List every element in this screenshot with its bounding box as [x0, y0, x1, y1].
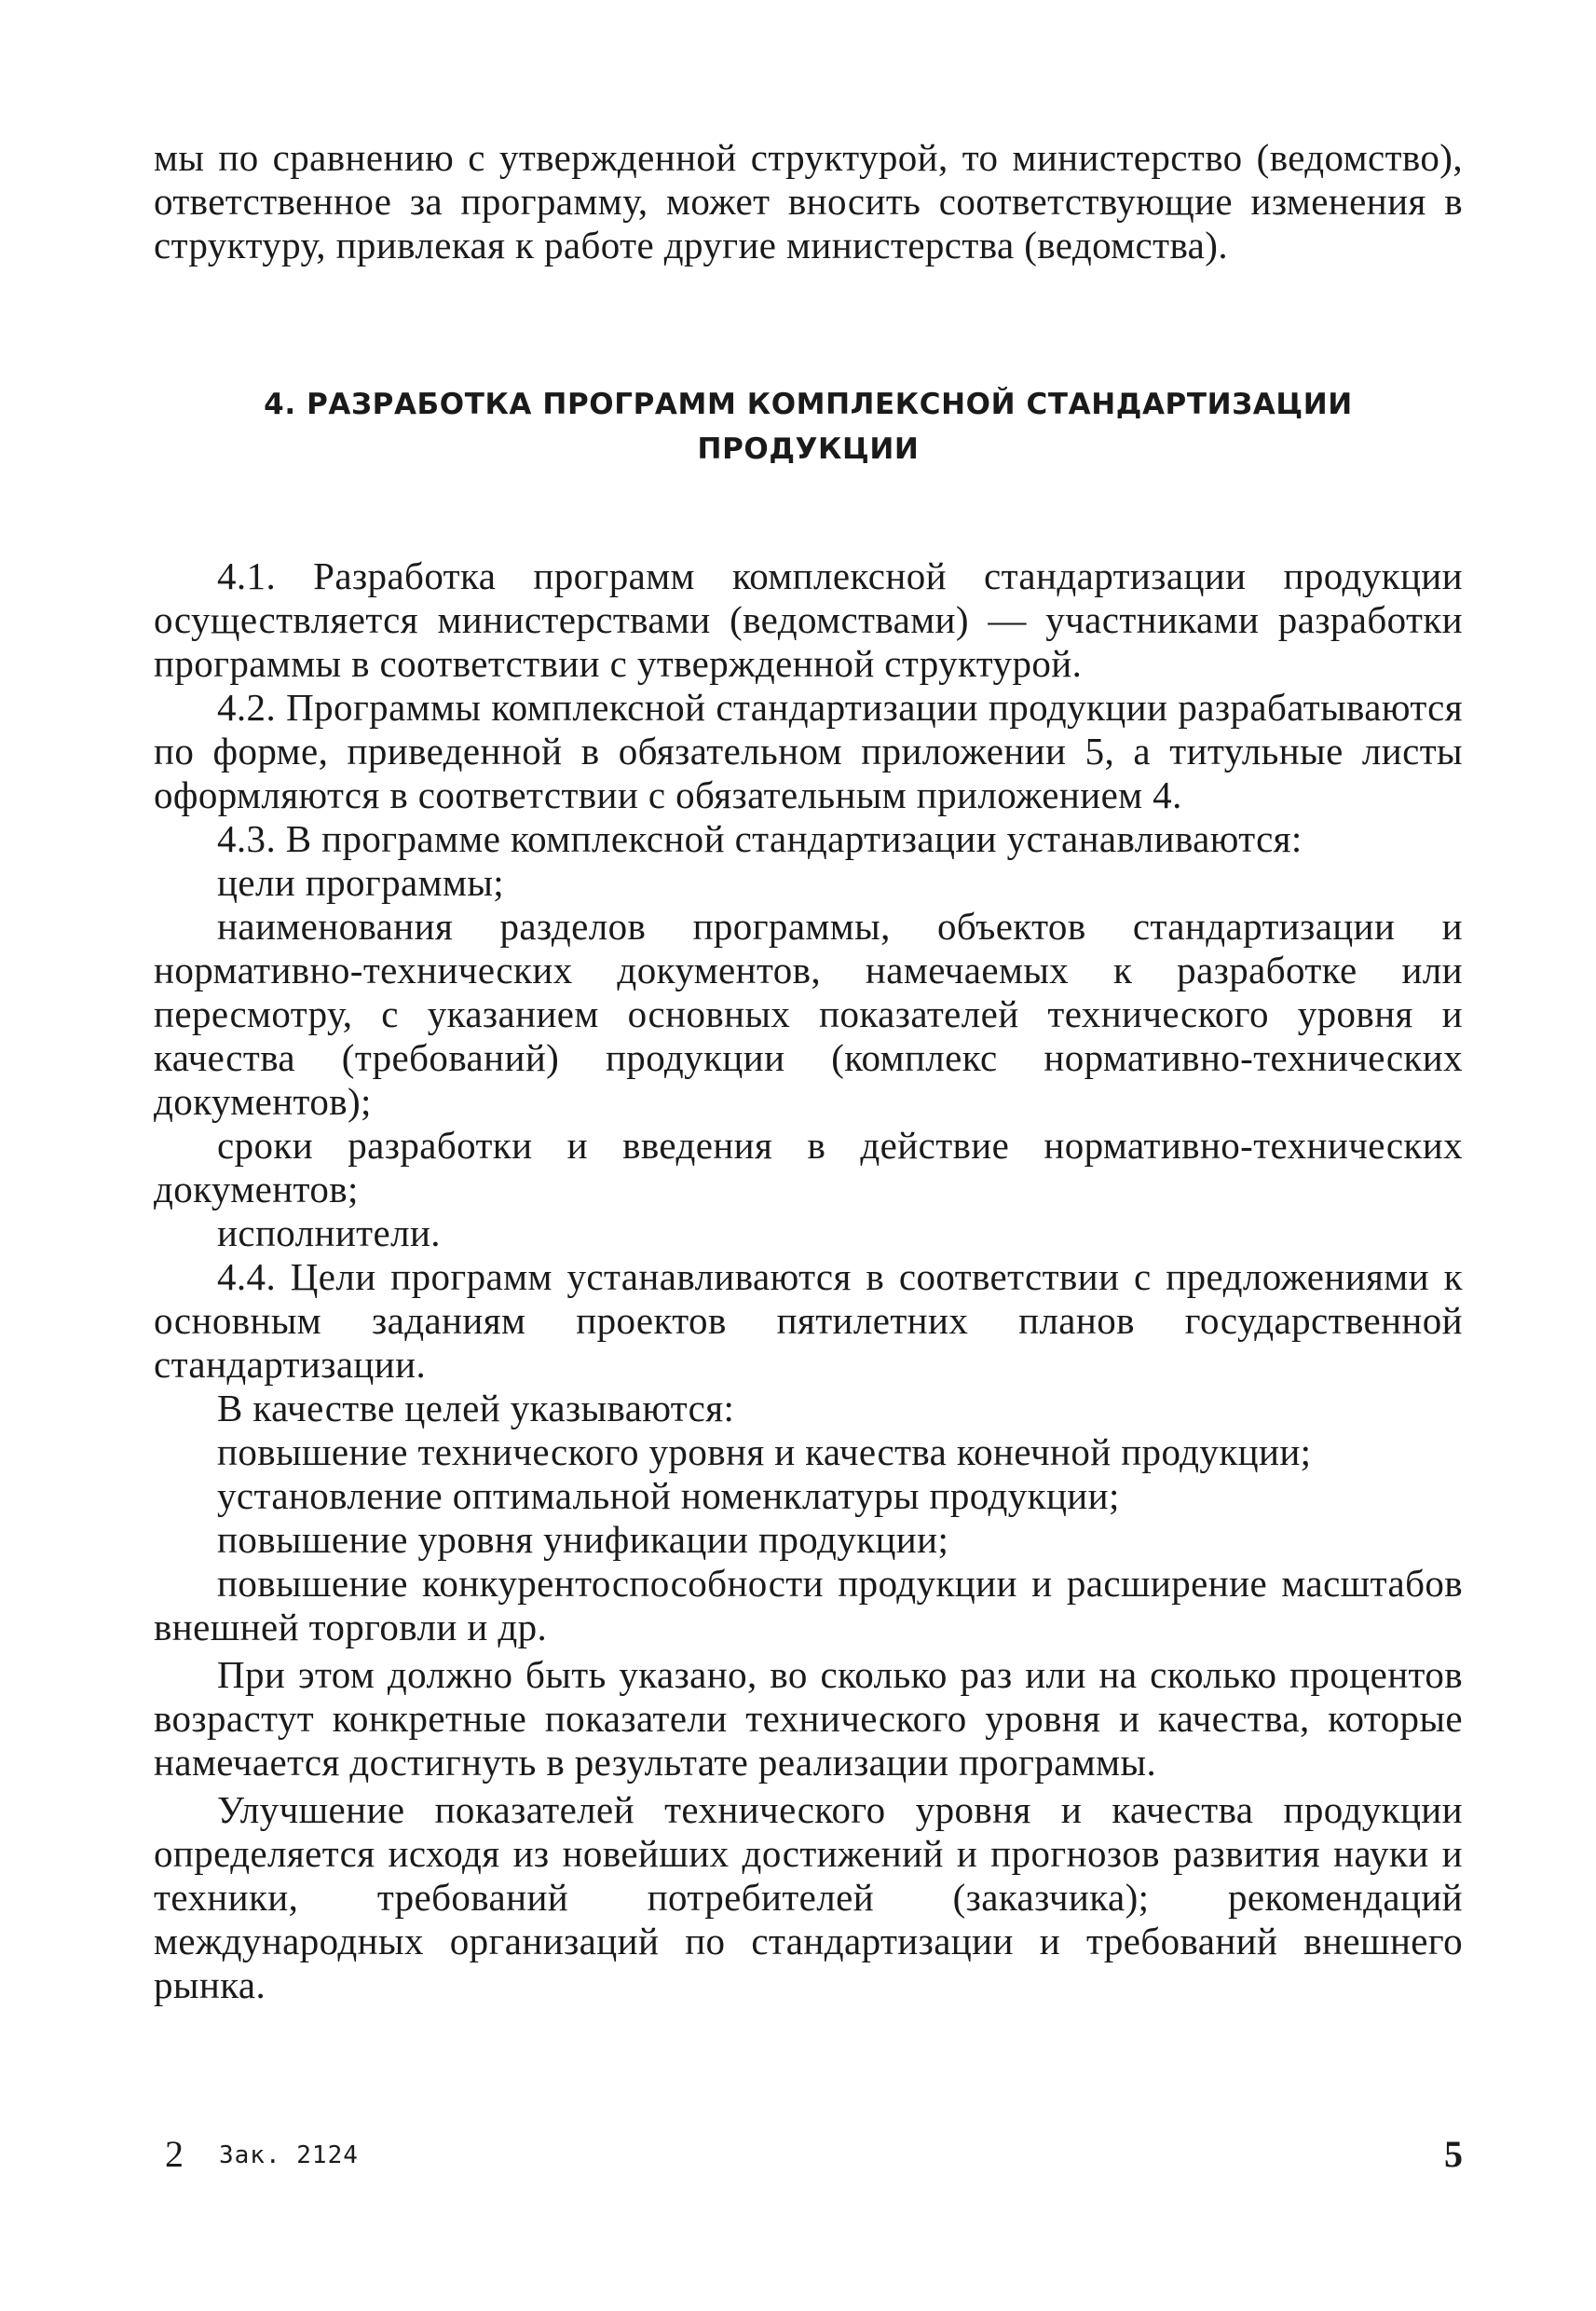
list-item-executors: исполнители.: [217, 1211, 441, 1254]
section-heading-line-2: ПРОДУКЦИИ: [697, 432, 920, 466]
list-item-goals: цели программы;: [217, 861, 505, 904]
section-body: [154, 554, 1463, 2007]
goal-item-competitiveness: повышение конкурентоспособности продукции и расширение масштабов внешней торговли и др.: [154, 1562, 1463, 1648]
section-heading-line-1: 4. РАЗРАБОТКА ПРОГРАММ КОМПЛЕКСНОЙ СТАНДАРТИЗАЦИИ: [264, 388, 1353, 421]
goal-item-nomenclature: установление оптимальной номенклатуры продукции;: [217, 1474, 1120, 1517]
goals-intro: В качестве целей указываются:: [217, 1387, 735, 1429]
list-item-section-names: наименования разделов программы, объектов стандартизации и нормативно-технических документов, намечаемых к разработке или пересмотру, с указанием основных показателей технического уровня и качества (требований) продукции (комплекс нормативно-технических документов);: [154, 905, 1463, 1123]
order-label: Зак. 2124: [219, 2141, 359, 2169]
paragraph-percent-note: При этом должно быть указано, во сколько раз или на сколько процентов возрастут конкретные показатели технического уровня и качества, которые намечается достигнуть в результате реализации программы.: [154, 1653, 1463, 1784]
intro-paragraph-block: [154, 136, 1463, 267]
page-footer: [154, 2132, 1463, 2188]
paragraph-4-1: 4.1. Разработка программ комплексной стандартизации продукции осуществляется министерствами (ведомствами) — участниками разработки программы в соответствии с утвержденной структурой.: [154, 554, 1463, 685]
intro-paragraph: мы по сравнению с утвержденной структурой, то министерство (ведомство), ответственное за программу, может вносить соответствующие изменения в структуру, привлекая к работе другие министерства (ведомства).: [154, 136, 1463, 267]
paragraph-4-3: 4.3. В программе комплексной стандартизации устанавливаются:: [217, 817, 1303, 860]
paragraph-4-4: 4.4. Цели программ устанавливаются в соответствии с предложениями к основным заданиям проектов пятилетних планов государственной стандартизации.: [154, 1255, 1463, 1386]
page-number: 5: [1444, 2133, 1463, 2175]
goal-item-unification: повышение уровня унификации продукции;: [217, 1518, 949, 1561]
goal-item-quality: повышение технического уровня и качества конечной продукции;: [217, 1430, 1312, 1473]
section-heading: [154, 382, 1463, 472]
list-item-deadlines: сроки разработки и введения в действие нормативно-технических документов;: [154, 1124, 1463, 1210]
sheet-number: 2: [165, 2133, 184, 2175]
paragraph-4-2: 4.2. Программы комплексной стандартизации продукции разрабатываются по форме, приведенной в обязательном приложении 5, а титульные листы оформляются в соответствии с обязательным приложением 4.: [154, 686, 1463, 816]
paragraph-improvement: Улучшение показателей технического уровня и качества продукции определяется исходя из новейших достижений и прогнозов развития науки и техники, требований потребителей (заказчика); рекомендаций международных организаций по стандартизации и требований внешнего рынка.: [154, 1788, 1463, 2006]
